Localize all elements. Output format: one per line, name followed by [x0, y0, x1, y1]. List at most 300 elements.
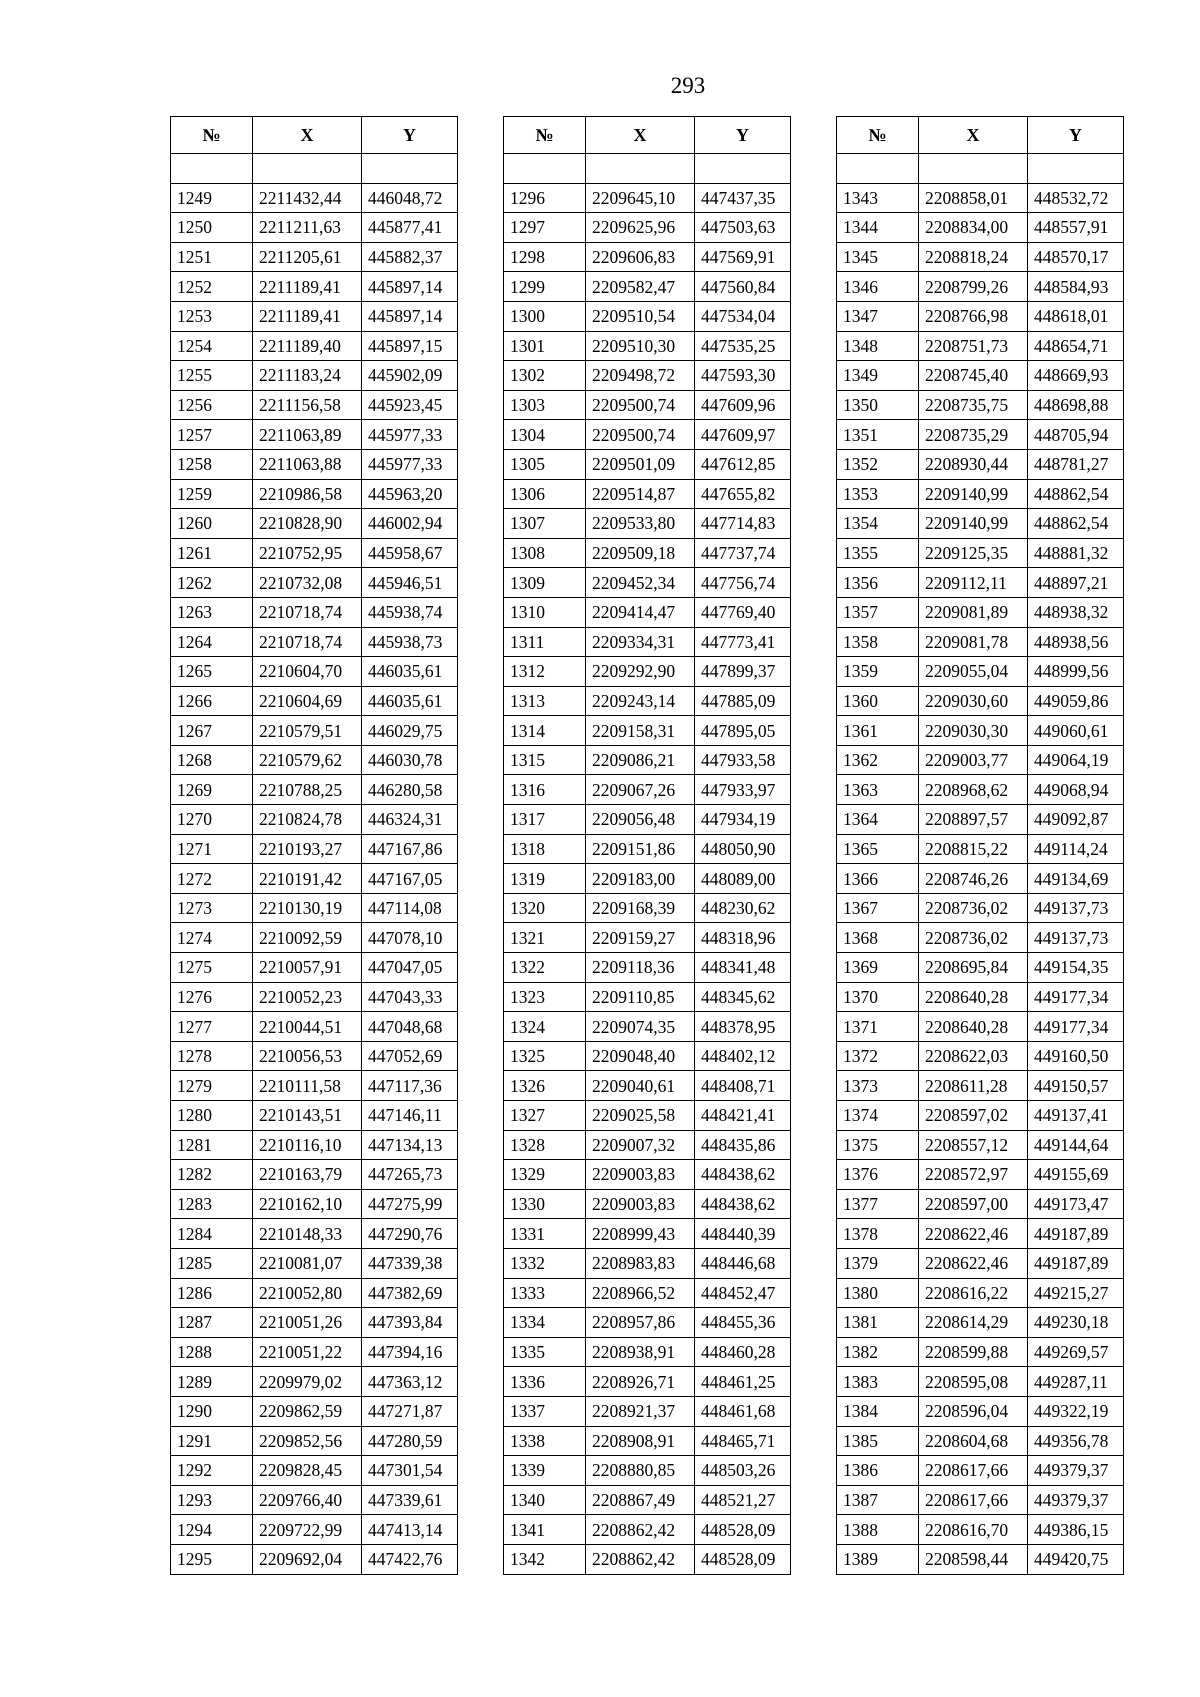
coordinates-table-3 [836, 116, 1124, 1575]
table-row [504, 953, 791, 983]
point-number-cell: 1301 [504, 331, 586, 361]
table-row [171, 1219, 458, 1249]
point-number-cell: 1341 [504, 1515, 586, 1545]
table-row [837, 1456, 1124, 1486]
table-row [837, 538, 1124, 568]
point-number-cell: 1265 [171, 657, 253, 687]
x-coordinate-cell: 2209828,45 [253, 1456, 362, 1486]
point-number-cell: 1323 [504, 982, 586, 1012]
x-coordinate-cell: 2208862,42 [586, 1544, 695, 1574]
y-coordinate-cell: 447609,97 [695, 420, 791, 450]
point-number-cell: 1260 [171, 509, 253, 539]
table-row [171, 923, 458, 953]
point-number-cell: 1254 [171, 331, 253, 361]
table-row [171, 479, 458, 509]
y-coordinate-cell: 447895,05 [695, 716, 791, 746]
y-coordinate-cell: 448557,91 [1028, 213, 1124, 243]
point-number-cell: 1257 [171, 420, 253, 450]
table-row [504, 479, 791, 509]
point-number-cell: 1299 [504, 272, 586, 302]
point-number-cell: 1268 [171, 745, 253, 775]
table-body [837, 154, 1124, 1575]
table-row [837, 1426, 1124, 1456]
point-number-cell: 1335 [504, 1337, 586, 1367]
x-coordinate-cell: 2208597,00 [919, 1189, 1028, 1219]
table-row [171, 272, 458, 302]
column-header-number: № [837, 117, 919, 154]
x-coordinate-cell: 2209081,89 [919, 597, 1028, 627]
y-coordinate-cell: 448532,72 [1028, 183, 1124, 213]
point-number-cell: 1384 [837, 1396, 919, 1426]
y-coordinate-cell: 448528,09 [695, 1515, 791, 1545]
point-number-cell: 1350 [837, 390, 919, 420]
table-row [837, 479, 1124, 509]
x-coordinate-cell: 2209125,35 [919, 538, 1028, 568]
y-coordinate-cell: 445977,33 [362, 420, 458, 450]
point-number-cell: 1324 [504, 1012, 586, 1042]
point-number-cell: 1356 [837, 568, 919, 598]
table-row [837, 597, 1124, 627]
table-row [837, 1219, 1124, 1249]
x-coordinate-cell: 2210986,58 [253, 479, 362, 509]
y-coordinate-cell: 448461,68 [695, 1396, 791, 1426]
x-coordinate-cell: 2209025,58 [586, 1101, 695, 1131]
y-coordinate-cell: 447271,87 [362, 1396, 458, 1426]
table-row [504, 805, 791, 835]
point-number-cell: 1288 [171, 1337, 253, 1367]
table-row [504, 420, 791, 450]
y-coordinate-cell: 446029,75 [362, 716, 458, 746]
y-coordinate-cell: 447265,73 [362, 1160, 458, 1190]
table-row [171, 242, 458, 272]
x-coordinate-cell: 2208622,46 [919, 1248, 1028, 1278]
gap-cell [253, 154, 362, 184]
point-number-cell: 1389 [837, 1544, 919, 1574]
table-row [837, 1041, 1124, 1071]
x-coordinate-cell: 2210143,51 [253, 1101, 362, 1131]
point-number-cell: 1331 [504, 1219, 586, 1249]
table-row [837, 716, 1124, 746]
y-coordinate-cell: 447560,84 [695, 272, 791, 302]
point-number-cell: 1266 [171, 686, 253, 716]
table-header-row [837, 117, 1124, 154]
y-coordinate-cell: 449144,64 [1028, 1130, 1124, 1160]
x-coordinate-cell: 2209168,39 [586, 893, 695, 923]
point-number-cell: 1385 [837, 1426, 919, 1456]
y-coordinate-cell: 448438,62 [695, 1189, 791, 1219]
gap-cell [586, 154, 695, 184]
point-number-cell: 1286 [171, 1278, 253, 1308]
x-coordinate-cell: 2209030,60 [919, 686, 1028, 716]
point-number-cell: 1336 [504, 1367, 586, 1397]
x-coordinate-cell: 2209625,96 [586, 213, 695, 243]
table-row [171, 745, 458, 775]
table-row [171, 361, 458, 391]
column-header-x: X [919, 117, 1028, 154]
table-row [504, 449, 791, 479]
table-row [171, 1544, 458, 1574]
x-coordinate-cell: 2209040,61 [586, 1071, 695, 1101]
table-row [171, 775, 458, 805]
x-coordinate-cell: 2209086,21 [586, 745, 695, 775]
table-row [504, 1308, 791, 1338]
x-coordinate-cell: 2210052,80 [253, 1278, 362, 1308]
column-header-y: Y [362, 117, 458, 154]
x-coordinate-cell: 2208746,26 [919, 864, 1028, 894]
x-coordinate-cell: 2208599,88 [919, 1337, 1028, 1367]
y-coordinate-cell: 448528,09 [695, 1544, 791, 1574]
x-coordinate-cell: 2210604,69 [253, 686, 362, 716]
y-coordinate-cell: 447422,76 [362, 1544, 458, 1574]
header-gap [837, 154, 1124, 184]
point-number-cell: 1278 [171, 1041, 253, 1071]
x-coordinate-cell: 2210824,78 [253, 805, 362, 835]
table-row [504, 775, 791, 805]
table-body [171, 154, 458, 1575]
x-coordinate-cell: 2209048,40 [586, 1041, 695, 1071]
gap-cell [919, 154, 1028, 184]
y-coordinate-cell: 449379,37 [1028, 1456, 1124, 1486]
table-row [171, 331, 458, 361]
x-coordinate-cell: 2208572,97 [919, 1160, 1028, 1190]
table-row [837, 1367, 1124, 1397]
point-number-cell: 1364 [837, 805, 919, 835]
table-row [504, 1426, 791, 1456]
x-coordinate-cell: 2208751,73 [919, 331, 1028, 361]
x-coordinate-cell: 2208957,86 [586, 1308, 695, 1338]
point-number-cell: 1353 [837, 479, 919, 509]
point-number-cell: 1317 [504, 805, 586, 835]
y-coordinate-cell: 447569,91 [695, 242, 791, 272]
table-header-row [504, 117, 791, 154]
x-coordinate-cell: 2211211,63 [253, 213, 362, 243]
point-number-cell: 1339 [504, 1456, 586, 1486]
point-number-cell: 1250 [171, 213, 253, 243]
table-row [504, 745, 791, 775]
x-coordinate-cell: 2209118,36 [586, 953, 695, 983]
point-number-cell: 1262 [171, 568, 253, 598]
x-coordinate-cell: 2208640,28 [919, 1012, 1028, 1042]
y-coordinate-cell: 449215,27 [1028, 1278, 1124, 1308]
table-row [837, 953, 1124, 983]
table-row [504, 893, 791, 923]
x-coordinate-cell: 2209243,14 [586, 686, 695, 716]
table-row [837, 1278, 1124, 1308]
point-number-cell: 1297 [504, 213, 586, 243]
x-coordinate-cell: 2209110,85 [586, 982, 695, 1012]
y-coordinate-cell: 449092,87 [1028, 805, 1124, 835]
x-coordinate-cell: 2210162,10 [253, 1189, 362, 1219]
y-coordinate-cell: 449150,57 [1028, 1071, 1124, 1101]
y-coordinate-cell: 448318,96 [695, 923, 791, 953]
point-number-cell: 1304 [504, 420, 586, 450]
point-number-cell: 1264 [171, 627, 253, 657]
table-row [171, 568, 458, 598]
y-coordinate-cell: 448654,71 [1028, 331, 1124, 361]
table-row [504, 1278, 791, 1308]
point-number-cell: 1373 [837, 1071, 919, 1101]
y-coordinate-cell: 448698,88 [1028, 390, 1124, 420]
point-number-cell: 1376 [837, 1160, 919, 1190]
table-row [171, 893, 458, 923]
point-number-cell: 1346 [837, 272, 919, 302]
x-coordinate-cell: 2208897,57 [919, 805, 1028, 835]
x-coordinate-cell: 2208834,00 [919, 213, 1028, 243]
point-number-cell: 1270 [171, 805, 253, 835]
y-coordinate-cell: 449379,37 [1028, 1485, 1124, 1515]
y-coordinate-cell: 445938,74 [362, 597, 458, 627]
y-coordinate-cell: 447301,54 [362, 1456, 458, 1486]
table-row [504, 390, 791, 420]
point-number-cell: 1280 [171, 1101, 253, 1131]
table-row [171, 805, 458, 835]
point-number-cell: 1349 [837, 361, 919, 391]
table-row [837, 1189, 1124, 1219]
y-coordinate-cell: 448435,86 [695, 1130, 791, 1160]
point-number-cell: 1351 [837, 420, 919, 450]
x-coordinate-cell: 2210732,08 [253, 568, 362, 598]
point-number-cell: 1249 [171, 183, 253, 213]
x-coordinate-cell: 2208604,68 [919, 1426, 1028, 1456]
table-row [504, 1248, 791, 1278]
table-row [171, 213, 458, 243]
table-row [837, 982, 1124, 1012]
point-number-cell: 1357 [837, 597, 919, 627]
x-coordinate-cell: 2208858,01 [919, 183, 1028, 213]
y-coordinate-cell: 447117,36 [362, 1071, 458, 1101]
point-number-cell: 1293 [171, 1485, 253, 1515]
table-row [837, 775, 1124, 805]
point-number-cell: 1361 [837, 716, 919, 746]
point-number-cell: 1267 [171, 716, 253, 746]
y-coordinate-cell: 447394,16 [362, 1337, 458, 1367]
table-row [504, 1367, 791, 1397]
point-number-cell: 1252 [171, 272, 253, 302]
x-coordinate-cell: 2210752,95 [253, 538, 362, 568]
table-row [504, 213, 791, 243]
point-number-cell: 1253 [171, 301, 253, 331]
point-number-cell: 1334 [504, 1308, 586, 1338]
table-row [171, 864, 458, 894]
x-coordinate-cell: 2210788,25 [253, 775, 362, 805]
table-row [837, 1485, 1124, 1515]
x-coordinate-cell: 2208799,26 [919, 272, 1028, 302]
y-coordinate-cell: 446030,78 [362, 745, 458, 775]
y-coordinate-cell: 448862,54 [1028, 479, 1124, 509]
point-number-cell: 1321 [504, 923, 586, 953]
table-row [504, 509, 791, 539]
y-coordinate-cell: 445882,37 [362, 242, 458, 272]
point-number-cell: 1348 [837, 331, 919, 361]
x-coordinate-cell: 2208596,04 [919, 1396, 1028, 1426]
y-coordinate-cell: 446048,72 [362, 183, 458, 213]
point-number-cell: 1292 [171, 1456, 253, 1486]
x-coordinate-cell: 2208926,71 [586, 1367, 695, 1397]
point-number-cell: 1282 [171, 1160, 253, 1190]
y-coordinate-cell: 445902,09 [362, 361, 458, 391]
table-row [837, 1248, 1124, 1278]
column-header-x: X [253, 117, 362, 154]
y-coordinate-cell: 448402,12 [695, 1041, 791, 1071]
y-coordinate-cell: 447437,35 [695, 183, 791, 213]
point-number-cell: 1291 [171, 1426, 253, 1456]
x-coordinate-cell: 2209112,11 [919, 568, 1028, 598]
x-coordinate-cell: 2210579,51 [253, 716, 362, 746]
gap-cell [362, 154, 458, 184]
point-number-cell: 1294 [171, 1515, 253, 1545]
x-coordinate-cell: 2209030,30 [919, 716, 1028, 746]
y-coordinate-cell: 449059,86 [1028, 686, 1124, 716]
table-row [504, 627, 791, 657]
x-coordinate-cell: 2209074,35 [586, 1012, 695, 1042]
x-coordinate-cell: 2209003,83 [586, 1160, 695, 1190]
y-coordinate-cell: 448230,62 [695, 893, 791, 923]
x-coordinate-cell: 2209498,72 [586, 361, 695, 391]
table-row [504, 1041, 791, 1071]
y-coordinate-cell: 447737,74 [695, 538, 791, 568]
x-coordinate-cell: 2209183,00 [586, 864, 695, 894]
y-coordinate-cell: 449187,89 [1028, 1248, 1124, 1278]
x-coordinate-cell: 2209452,34 [586, 568, 695, 598]
y-coordinate-cell: 447052,69 [362, 1041, 458, 1071]
y-coordinate-cell: 447769,40 [695, 597, 791, 627]
x-coordinate-cell: 2208983,83 [586, 1248, 695, 1278]
table-row [837, 301, 1124, 331]
x-coordinate-cell: 2209606,83 [586, 242, 695, 272]
point-number-cell: 1381 [837, 1308, 919, 1338]
table-row [504, 272, 791, 302]
point-number-cell: 1308 [504, 538, 586, 568]
x-coordinate-cell: 2209067,26 [586, 775, 695, 805]
header-gap [504, 154, 791, 184]
x-coordinate-cell: 2209334,31 [586, 627, 695, 657]
x-coordinate-cell: 2211432,44 [253, 183, 362, 213]
point-number-cell: 1275 [171, 953, 253, 983]
table-row [837, 834, 1124, 864]
y-coordinate-cell: 449356,78 [1028, 1426, 1124, 1456]
table-row [504, 686, 791, 716]
y-coordinate-cell: 447339,38 [362, 1248, 458, 1278]
point-number-cell: 1289 [171, 1367, 253, 1397]
x-coordinate-cell: 2209692,04 [253, 1544, 362, 1574]
point-number-cell: 1366 [837, 864, 919, 894]
table-row [171, 538, 458, 568]
y-coordinate-cell: 447535,25 [695, 331, 791, 361]
y-coordinate-cell: 449154,35 [1028, 953, 1124, 983]
point-number-cell: 1388 [837, 1515, 919, 1545]
y-coordinate-cell: 449114,24 [1028, 834, 1124, 864]
x-coordinate-cell: 2209533,80 [586, 509, 695, 539]
y-coordinate-cell: 447899,37 [695, 657, 791, 687]
point-number-cell: 1347 [837, 301, 919, 331]
table-row [504, 982, 791, 1012]
x-coordinate-cell: 2209979,02 [253, 1367, 362, 1397]
table-row [171, 390, 458, 420]
x-coordinate-cell: 2210193,27 [253, 834, 362, 864]
gap-cell [695, 154, 791, 184]
point-number-cell: 1337 [504, 1396, 586, 1426]
y-coordinate-cell: 448521,27 [695, 1485, 791, 1515]
table-row [171, 982, 458, 1012]
y-coordinate-cell: 445946,51 [362, 568, 458, 598]
point-number-cell: 1354 [837, 509, 919, 539]
y-coordinate-cell: 449322,19 [1028, 1396, 1124, 1426]
table-row [504, 1219, 791, 1249]
x-coordinate-cell: 2208622,03 [919, 1041, 1028, 1071]
table-row [171, 449, 458, 479]
x-coordinate-cell: 2208867,49 [586, 1485, 695, 1515]
table-row [504, 1337, 791, 1367]
point-number-cell: 1382 [837, 1337, 919, 1367]
point-number-cell: 1369 [837, 953, 919, 983]
column-header-number: № [171, 117, 253, 154]
y-coordinate-cell: 448465,71 [695, 1426, 791, 1456]
x-coordinate-cell: 2210828,90 [253, 509, 362, 539]
table-row [504, 538, 791, 568]
table-row [837, 183, 1124, 213]
gap-cell [504, 154, 586, 184]
y-coordinate-cell: 449177,34 [1028, 1012, 1124, 1042]
y-coordinate-cell: 447275,99 [362, 1189, 458, 1219]
y-coordinate-cell: 447885,09 [695, 686, 791, 716]
y-coordinate-cell: 449177,34 [1028, 982, 1124, 1012]
point-number-cell: 1343 [837, 183, 919, 213]
table-row [837, 509, 1124, 539]
x-coordinate-cell: 2209140,99 [919, 479, 1028, 509]
x-coordinate-cell: 2211189,41 [253, 301, 362, 331]
point-number-cell: 1352 [837, 449, 919, 479]
point-number-cell: 1342 [504, 1544, 586, 1574]
point-number-cell: 1333 [504, 1278, 586, 1308]
x-coordinate-cell: 2210111,58 [253, 1071, 362, 1101]
point-number-cell: 1276 [171, 982, 253, 1012]
table-row [171, 627, 458, 657]
point-number-cell: 1363 [837, 775, 919, 805]
point-number-cell: 1256 [171, 390, 253, 420]
table-row [171, 1515, 458, 1545]
x-coordinate-cell: 2208616,22 [919, 1278, 1028, 1308]
y-coordinate-cell: 448503,26 [695, 1456, 791, 1486]
table-row [171, 597, 458, 627]
y-coordinate-cell: 447167,86 [362, 834, 458, 864]
x-coordinate-cell: 2209140,99 [919, 509, 1028, 539]
x-coordinate-cell: 2209003,77 [919, 745, 1028, 775]
point-number-cell: 1258 [171, 449, 253, 479]
x-coordinate-cell: 2210579,62 [253, 745, 362, 775]
y-coordinate-cell: 448669,93 [1028, 361, 1124, 391]
x-coordinate-cell: 2211156,58 [253, 390, 362, 420]
point-number-cell: 1285 [171, 1248, 253, 1278]
y-coordinate-cell: 445958,67 [362, 538, 458, 568]
y-coordinate-cell: 447609,96 [695, 390, 791, 420]
table-row [504, 597, 791, 627]
y-coordinate-cell: 447167,05 [362, 864, 458, 894]
table-row [837, 686, 1124, 716]
y-coordinate-cell: 448341,48 [695, 953, 791, 983]
y-coordinate-cell: 449160,50 [1028, 1041, 1124, 1071]
x-coordinate-cell: 2209081,78 [919, 627, 1028, 657]
y-coordinate-cell: 448897,21 [1028, 568, 1124, 598]
point-number-cell: 1319 [504, 864, 586, 894]
x-coordinate-cell: 2208611,28 [919, 1071, 1028, 1101]
x-coordinate-cell: 2211063,88 [253, 449, 362, 479]
table-row [171, 1012, 458, 1042]
point-number-cell: 1365 [837, 834, 919, 864]
table-header-row [171, 117, 458, 154]
y-coordinate-cell: 447048,68 [362, 1012, 458, 1042]
point-number-cell: 1327 [504, 1101, 586, 1131]
point-number-cell: 1295 [171, 1544, 253, 1574]
